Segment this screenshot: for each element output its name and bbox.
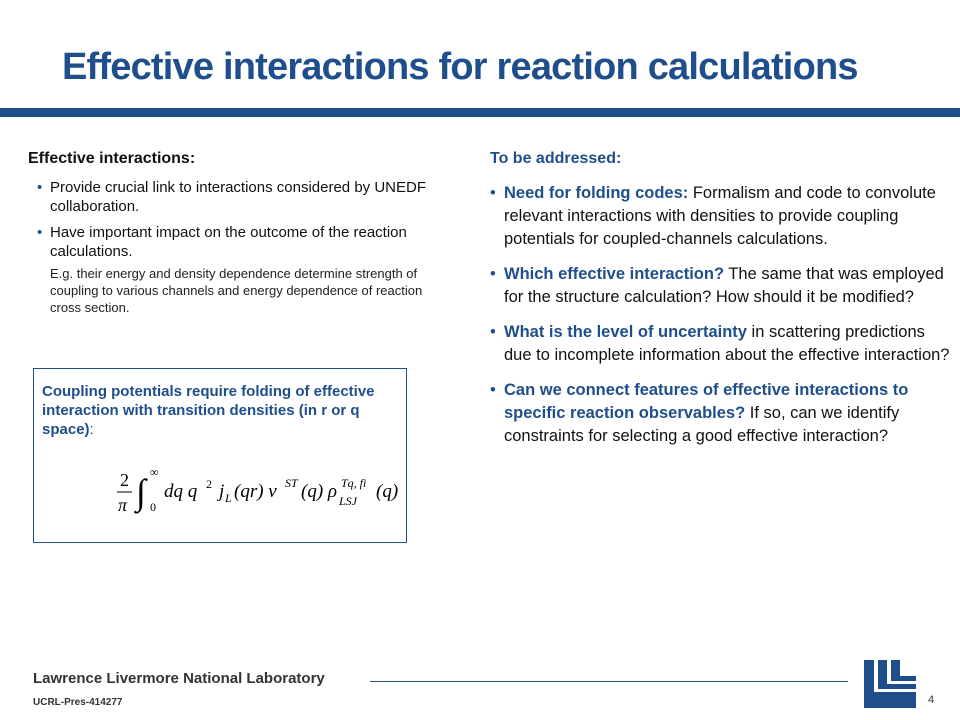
llnl-logo-icon	[862, 658, 918, 710]
svg-text:(qr) v: (qr) v	[234, 481, 277, 502]
folding-formula-box	[33, 368, 407, 543]
svg-text:∞: ∞	[150, 465, 159, 479]
page-number: 4	[928, 694, 935, 706]
left-sub-note: E.g. their energy and density dependence determine strength of coupling to various channels and energy dependence of reaction cross section.	[50, 266, 423, 315]
left-heading: Effective interactions:	[28, 150, 196, 167]
right-item-lead: What is the level of uncertainty	[504, 323, 747, 341]
svg-text:Tq, fi: Tq, fi	[341, 476, 367, 490]
footer-doc-code: UCRL-Pres-414277	[33, 697, 123, 708]
right-column	[490, 150, 950, 460]
svg-text:0: 0	[150, 500, 156, 514]
svg-text:LSJ: LSJ	[339, 494, 357, 508]
svg-text:2: 2	[120, 470, 129, 490]
svg-text:(q): (q)	[376, 481, 399, 502]
box-text	[42, 382, 398, 439]
right-item-lead: Which effective interaction?	[504, 265, 725, 283]
svg-text:∫: ∫	[136, 472, 146, 512]
right-bullet-item	[490, 379, 950, 448]
svg-text:L: L	[225, 491, 232, 505]
folding-integral-formula	[114, 459, 424, 519]
svg-text:(q) ρ: (q) ρ	[301, 481, 338, 502]
left-bullet-item: • Provide crucial link to interactions considered by UNEDF collaboration.	[28, 178, 453, 216]
svg-text:j: j	[219, 481, 225, 502]
box-colon: :	[89, 421, 94, 438]
left-column	[28, 150, 453, 316]
svg-text:ST: ST	[285, 476, 298, 490]
right-bullet-item	[490, 321, 950, 367]
footer-lab-name: Lawrence Livermore National Laboratory	[33, 670, 325, 687]
left-bullet-item: • Have important impact on the outcome of the reaction calculations.	[28, 223, 453, 261]
right-item-lead: Can we connect features of effective interactions to specific reaction observables?	[504, 381, 909, 422]
left-bullet-list	[28, 178, 453, 261]
box-statement: Coupling potentials require folding of effective interaction with transition densities (in r or q space)	[42, 383, 375, 438]
footer-divider-line	[370, 681, 848, 682]
right-bullet-item	[490, 182, 950, 251]
right-bullet-item	[490, 263, 950, 309]
right-item-body: If so, can we identify constraints for selecting a good effective interaction?	[504, 404, 900, 445]
right-item-body: The same that was employed for the structure calculation? How should it be modified?	[504, 265, 944, 306]
svg-text:π: π	[118, 495, 128, 515]
right-item-lead: Need for folding codes:	[504, 184, 689, 202]
slide-title: Effective interactions for reaction calculations	[62, 46, 858, 88]
right-item-body: Formalism and code to convolute relevant interactions with densities to provide coupling potentials for coupled-channels calculations.	[504, 184, 936, 248]
right-item-body: in scattering predictions due to incomplete information about the effective interaction?	[504, 323, 950, 364]
title-divider-bar	[0, 108, 960, 117]
svg-text:dq q: dq q	[164, 481, 198, 502]
right-heading: To be addressed:	[490, 150, 622, 167]
svg-text:2: 2	[206, 477, 212, 491]
